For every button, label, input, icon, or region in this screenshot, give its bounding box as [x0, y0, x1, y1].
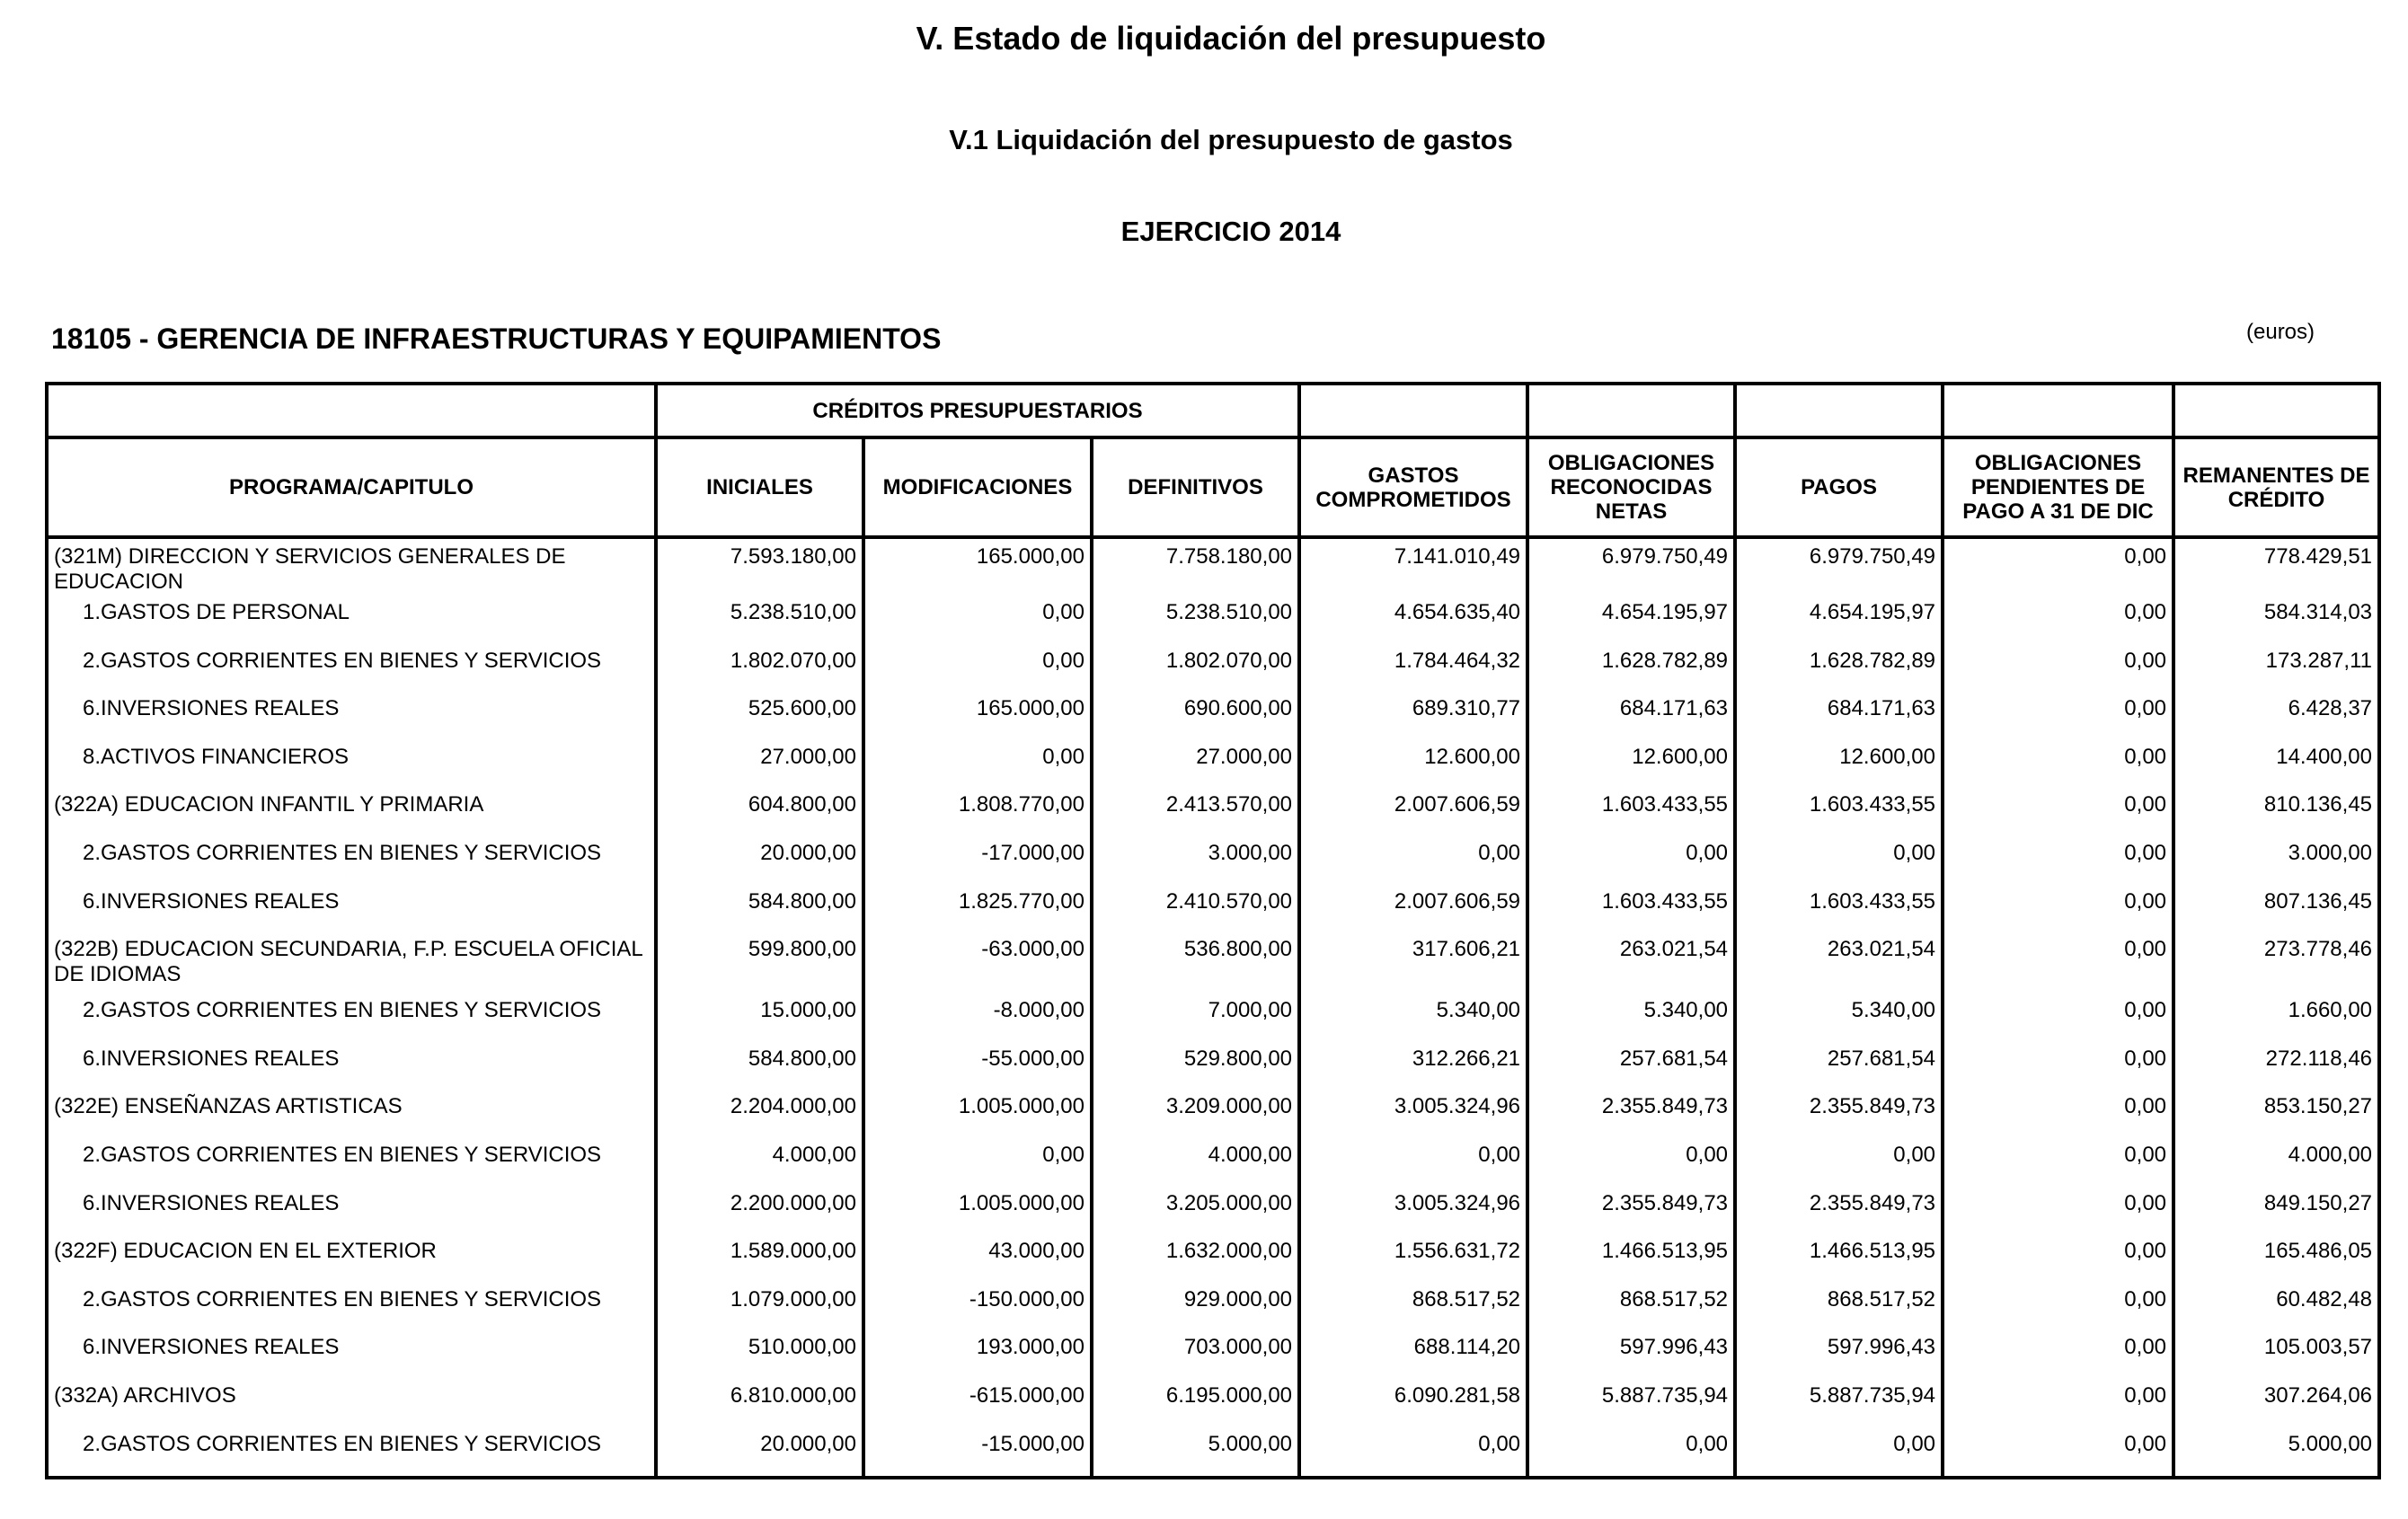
cell-value: 0,00	[1299, 839, 1527, 888]
cell-value: -55.000,00	[863, 1045, 1092, 1093]
cell-value: 0,00	[1943, 1333, 2173, 1382]
cell-value: 0,00	[1943, 1237, 2173, 1285]
column-header-iniciales: INICIALES	[656, 437, 863, 537]
cell-value: 536.800,00	[1092, 935, 1299, 996]
cell-value: 0,00	[1299, 1141, 1527, 1189]
program-row	[47, 1092, 2379, 1141]
cell-value: 0,00	[1943, 1285, 2173, 1334]
cell-value: 4.654.195,97	[1735, 598, 1943, 647]
cell-value: 6.979.750,49	[1527, 537, 1735, 598]
cell-value: 15.000,00	[656, 996, 863, 1045]
row-label: 2.GASTOS CORRIENTES EN BIENES Y SERVICIOS	[47, 839, 656, 888]
cell-value: 2.410.570,00	[1092, 888, 1299, 936]
cell-value: 3.209.000,00	[1092, 1092, 1299, 1141]
chapter-row	[47, 694, 2379, 743]
header-blank	[1943, 384, 2173, 437]
cell-value: 1.628.782,89	[1735, 647, 1943, 695]
fiscal-year: EJERCICIO 2014	[1120, 216, 1341, 247]
cell-value: 0,00	[1943, 743, 2173, 791]
row-label: 2.GASTOS CORRIENTES EN BIENES Y SERVICIOS	[47, 1141, 656, 1189]
cell-value: 684.171,63	[1527, 694, 1735, 743]
cell-value: 1.784.464,32	[1299, 647, 1527, 695]
cell-value: 0,00	[1943, 935, 2173, 996]
cell-value: 868.517,52	[1527, 1285, 1735, 1334]
cell-value: 20.000,00	[656, 1430, 863, 1479]
cell-value: 165.000,00	[863, 537, 1092, 598]
cell-value: 525.600,00	[656, 694, 863, 743]
cell-value: 510.000,00	[656, 1333, 863, 1382]
column-header-programa: PROGRAMA/CAPITULO	[47, 437, 656, 537]
cell-value: 1.802.070,00	[1092, 647, 1299, 695]
cell-value: 0,00	[1943, 1430, 2173, 1479]
cell-value: 317.606,21	[1299, 935, 1527, 996]
column-header-modificaciones: MODIFICACIONES	[863, 437, 1092, 537]
cell-value: 1.825.770,00	[863, 888, 1092, 936]
cell-value: 0,00	[1527, 1141, 1735, 1189]
header-blank	[1735, 384, 1943, 437]
cell-value: 20.000,00	[656, 839, 863, 888]
program-row	[47, 537, 2379, 598]
cell-value: 4.654.635,40	[1299, 598, 1527, 647]
chapter-row	[47, 996, 2379, 1045]
cell-value: 5.887.735,94	[1735, 1382, 1943, 1430]
cell-value: 0,00	[1943, 1189, 2173, 1238]
cell-value: 273.778,46	[2173, 935, 2379, 996]
row-label: 8.ACTIVOS FINANCIEROS	[47, 743, 656, 791]
units-label: (euros)	[2246, 320, 2315, 344]
cell-value: 0,00	[1943, 647, 2173, 695]
cell-value: 0,00	[1299, 1430, 1527, 1479]
cell-value: 0,00	[1943, 996, 2173, 1045]
cell-value: 12.600,00	[1527, 743, 1735, 791]
cell-value: 1.556.631,72	[1299, 1237, 1527, 1285]
cell-value: 3.005.324,96	[1299, 1092, 1527, 1141]
column-header-obligaciones-reconocidas: OBLIGACIONES RECONOCIDAS NETAS	[1527, 437, 1735, 537]
cell-value: 2.007.606,59	[1299, 790, 1527, 839]
cell-value: 0,00	[1943, 1092, 2173, 1141]
budget-table	[45, 382, 2381, 1479]
chapter-row	[47, 1189, 2379, 1238]
chapter-row	[47, 888, 2379, 936]
cell-value: 2.355.849,73	[1735, 1092, 1943, 1141]
cell-value: 12.600,00	[1299, 743, 1527, 791]
cell-value: 1.589.000,00	[656, 1237, 863, 1285]
cell-value: 868.517,52	[1299, 1285, 1527, 1334]
cell-value: 257.681,54	[1735, 1045, 1943, 1093]
header-blank	[1527, 384, 1735, 437]
cell-value: 263.021,54	[1735, 935, 1943, 996]
cell-value: 165.000,00	[863, 694, 1092, 743]
cell-value: 5.887.735,94	[1527, 1382, 1735, 1430]
cell-value: 0,00	[1527, 1430, 1735, 1479]
cell-value: 0,00	[863, 647, 1092, 695]
cell-value: 3.000,00	[2173, 839, 2379, 888]
cell-value: 3.000,00	[1092, 839, 1299, 888]
cell-value: 0,00	[863, 1141, 1092, 1189]
cell-value: 257.681,54	[1527, 1045, 1735, 1093]
cell-value: 4.000,00	[656, 1141, 863, 1189]
cell-value: 0,00	[1735, 1430, 1943, 1479]
cell-value: 0,00	[863, 598, 1092, 647]
cell-value: 7.141.010,49	[1299, 537, 1527, 598]
cell-value: 307.264,06	[2173, 1382, 2379, 1430]
cell-value: 5.238.510,00	[1092, 598, 1299, 647]
cell-value: 2.204.000,00	[656, 1092, 863, 1141]
cell-value: 688.114,20	[1299, 1333, 1527, 1382]
report-title: V. Estado de liquidación del presupuesto	[916, 20, 1546, 57]
cell-value: 584.314,03	[2173, 598, 2379, 647]
section-title: 18105 - GERENCIA DE INFRAESTRUCTURAS Y EQUIPAMIENTOS	[51, 322, 942, 355]
row-label: (321M) DIRECCION Y SERVICIOS GENERALES DE EDUCACION	[47, 537, 656, 598]
cell-value: 1.603.433,55	[1735, 790, 1943, 839]
cell-value: 0,00	[1943, 1141, 2173, 1189]
column-header-remanentes: REMANENTES DE CRÉDITO	[2173, 437, 2379, 537]
cell-value: 1.808.770,00	[863, 790, 1092, 839]
chapter-row	[47, 647, 2379, 695]
cell-value: 690.600,00	[1092, 694, 1299, 743]
cell-value: 43.000,00	[863, 1237, 1092, 1285]
cell-value: 7.758.180,00	[1092, 537, 1299, 598]
cell-value: -15.000,00	[863, 1430, 1092, 1479]
cell-value: 0,00	[863, 743, 1092, 791]
cell-value: 1.603.433,55	[1735, 888, 1943, 936]
row-label: 1.GASTOS DE PERSONAL	[47, 598, 656, 647]
cell-value: 597.996,43	[1735, 1333, 1943, 1382]
cell-value: 173.287,11	[2173, 647, 2379, 695]
cell-value: 529.800,00	[1092, 1045, 1299, 1093]
cell-value: -63.000,00	[863, 935, 1092, 996]
program-row	[47, 1237, 2379, 1285]
cell-value: 2.355.849,73	[1527, 1092, 1735, 1141]
cell-value: 810.136,45	[2173, 790, 2379, 839]
cell-value: 0,00	[1527, 839, 1735, 888]
cell-value: 684.171,63	[1735, 694, 1943, 743]
column-header-pagos: PAGOS	[1735, 437, 1943, 537]
cell-value: 4.654.195,97	[1527, 598, 1735, 647]
cell-value: 1.660,00	[2173, 996, 2379, 1045]
cell-value: 1.466.513,95	[1527, 1237, 1735, 1285]
chapter-row	[47, 839, 2379, 888]
cell-value: 1.632.000,00	[1092, 1237, 1299, 1285]
cell-value: 165.486,05	[2173, 1237, 2379, 1285]
cell-value: 1.628.782,89	[1527, 647, 1735, 695]
cell-value: 2.200.000,00	[656, 1189, 863, 1238]
header-blank	[47, 384, 656, 437]
cell-value: 584.800,00	[656, 888, 863, 936]
cell-value: 1.005.000,00	[863, 1189, 1092, 1238]
cell-value: 853.150,27	[2173, 1092, 2379, 1141]
chapter-row	[47, 743, 2379, 791]
cell-value: 3.005.324,96	[1299, 1189, 1527, 1238]
cell-value: 12.600,00	[1735, 743, 1943, 791]
cell-value: 2.413.570,00	[1092, 790, 1299, 839]
row-label: 6.INVERSIONES REALES	[47, 1333, 656, 1382]
cell-value: 1.079.000,00	[656, 1285, 863, 1334]
row-label: 6.INVERSIONES REALES	[47, 694, 656, 743]
program-row	[47, 1382, 2379, 1430]
cell-value: 599.800,00	[656, 935, 863, 996]
cell-value: 5.340,00	[1299, 996, 1527, 1045]
cell-value: 5.238.510,00	[656, 598, 863, 647]
cell-value: 5.340,00	[1527, 996, 1735, 1045]
cell-value: 778.429,51	[2173, 537, 2379, 598]
cell-value: 0,00	[1943, 598, 2173, 647]
row-label: 6.INVERSIONES REALES	[47, 888, 656, 936]
cell-value: 3.205.000,00	[1092, 1189, 1299, 1238]
cell-value: 193.000,00	[863, 1333, 1092, 1382]
program-row	[47, 935, 2379, 996]
cell-value: -8.000,00	[863, 996, 1092, 1045]
cell-value: 6.810.000,00	[656, 1382, 863, 1430]
row-label: (322A) EDUCACION INFANTIL Y PRIMARIA	[47, 790, 656, 839]
cell-value: -615.000,00	[863, 1382, 1092, 1430]
row-label: 2.GASTOS CORRIENTES EN BIENES Y SERVICIOS	[47, 647, 656, 695]
chapter-row	[47, 1333, 2379, 1382]
cell-value: 1.603.433,55	[1527, 790, 1735, 839]
cell-value: 1.466.513,95	[1735, 1237, 1943, 1285]
cell-value: 929.000,00	[1092, 1285, 1299, 1334]
cell-value: 312.266,21	[1299, 1045, 1527, 1093]
cell-value: 868.517,52	[1735, 1285, 1943, 1334]
row-label: 2.GASTOS CORRIENTES EN BIENES Y SERVICIOS	[47, 1285, 656, 1334]
row-label: (322F) EDUCACION EN EL EXTERIOR	[47, 1237, 656, 1285]
cell-value: 2.007.606,59	[1299, 888, 1527, 936]
cell-value: 584.800,00	[656, 1045, 863, 1093]
cell-value: 6.428,37	[2173, 694, 2379, 743]
cell-value: 0,00	[1943, 888, 2173, 936]
cell-value: 0,00	[1735, 839, 1943, 888]
column-header-definitivos: DEFINITIVOS	[1092, 437, 1299, 537]
chapter-row	[47, 1430, 2379, 1479]
header-creditos-presupuestarios: CRÉDITOS PRESUPUESTARIOS	[656, 384, 1299, 437]
cell-value: 105.003,57	[2173, 1333, 2379, 1382]
cell-value: 4.000,00	[1092, 1141, 1299, 1189]
row-label: 6.INVERSIONES REALES	[47, 1045, 656, 1093]
row-label: (322E) ENSEÑANZAS ARTISTICAS	[47, 1092, 656, 1141]
cell-value: 5.340,00	[1735, 996, 1943, 1045]
row-label: 2.GASTOS CORRIENTES EN BIENES Y SERVICIOS	[47, 996, 656, 1045]
cell-value: 0,00	[1943, 1382, 2173, 1430]
cell-value: -17.000,00	[863, 839, 1092, 888]
cell-value: 5.000,00	[1092, 1430, 1299, 1479]
header-blank	[2173, 384, 2379, 437]
column-header-gastos-comprometidos: GASTOS COMPROMETIDOS	[1299, 437, 1527, 537]
cell-value: 5.000,00	[2173, 1430, 2379, 1479]
cell-value: 263.021,54	[1527, 935, 1735, 996]
chapter-row	[47, 1141, 2379, 1189]
cell-value: 0,00	[1943, 694, 2173, 743]
cell-value: 7.593.180,00	[656, 537, 863, 598]
cell-value: 2.355.849,73	[1527, 1189, 1735, 1238]
row-label: 2.GASTOS CORRIENTES EN BIENES Y SERVICIOS	[47, 1430, 656, 1479]
header-blank	[1299, 384, 1527, 437]
cell-value: 0,00	[1735, 1141, 1943, 1189]
cell-value: 4.000,00	[2173, 1141, 2379, 1189]
row-label: 6.INVERSIONES REALES	[47, 1189, 656, 1238]
cell-value: -150.000,00	[863, 1285, 1092, 1334]
cell-value: 0,00	[1943, 790, 2173, 839]
cell-value: 6.195.000,00	[1092, 1382, 1299, 1430]
cell-value: 1.005.000,00	[863, 1092, 1092, 1141]
chapter-row	[47, 1045, 2379, 1093]
cell-value: 689.310,77	[1299, 694, 1527, 743]
cell-value: 1.603.433,55	[1527, 888, 1735, 936]
program-row	[47, 790, 2379, 839]
cell-value: 60.482,48	[2173, 1285, 2379, 1334]
chapter-row	[47, 598, 2379, 647]
cell-value: 27.000,00	[1092, 743, 1299, 791]
cell-value: 0,00	[1943, 839, 2173, 888]
cell-value: 2.355.849,73	[1735, 1189, 1943, 1238]
column-header-obligaciones-pendientes: OBLIGACIONES PENDIENTES DE PAGO A 31 DE DIC	[1943, 437, 2173, 537]
cell-value: 272.118,46	[2173, 1045, 2379, 1093]
cell-value: 6.979.750,49	[1735, 537, 1943, 598]
cell-value: 1.802.070,00	[656, 647, 863, 695]
cell-value: 597.996,43	[1527, 1333, 1735, 1382]
cell-value: 849.150,27	[2173, 1189, 2379, 1238]
cell-value: 604.800,00	[656, 790, 863, 839]
chapter-row	[47, 1285, 2379, 1334]
report-subtitle: V.1 Liquidación del presupuesto de gastos	[949, 124, 1513, 155]
cell-value: 7.000,00	[1092, 996, 1299, 1045]
cell-value: 807.136,45	[2173, 888, 2379, 936]
cell-value: 14.400,00	[2173, 743, 2379, 791]
cell-value: 6.090.281,58	[1299, 1382, 1527, 1430]
cell-value: 0,00	[1943, 1045, 2173, 1093]
row-label: (332A) ARCHIVOS	[47, 1382, 656, 1430]
cell-value: 27.000,00	[656, 743, 863, 791]
cell-value: 703.000,00	[1092, 1333, 1299, 1382]
cell-value: 0,00	[1943, 537, 2173, 598]
row-label: (322B) EDUCACION SECUNDARIA, F.P. ESCUELA OFICIAL DE IDIOMAS	[47, 935, 656, 996]
